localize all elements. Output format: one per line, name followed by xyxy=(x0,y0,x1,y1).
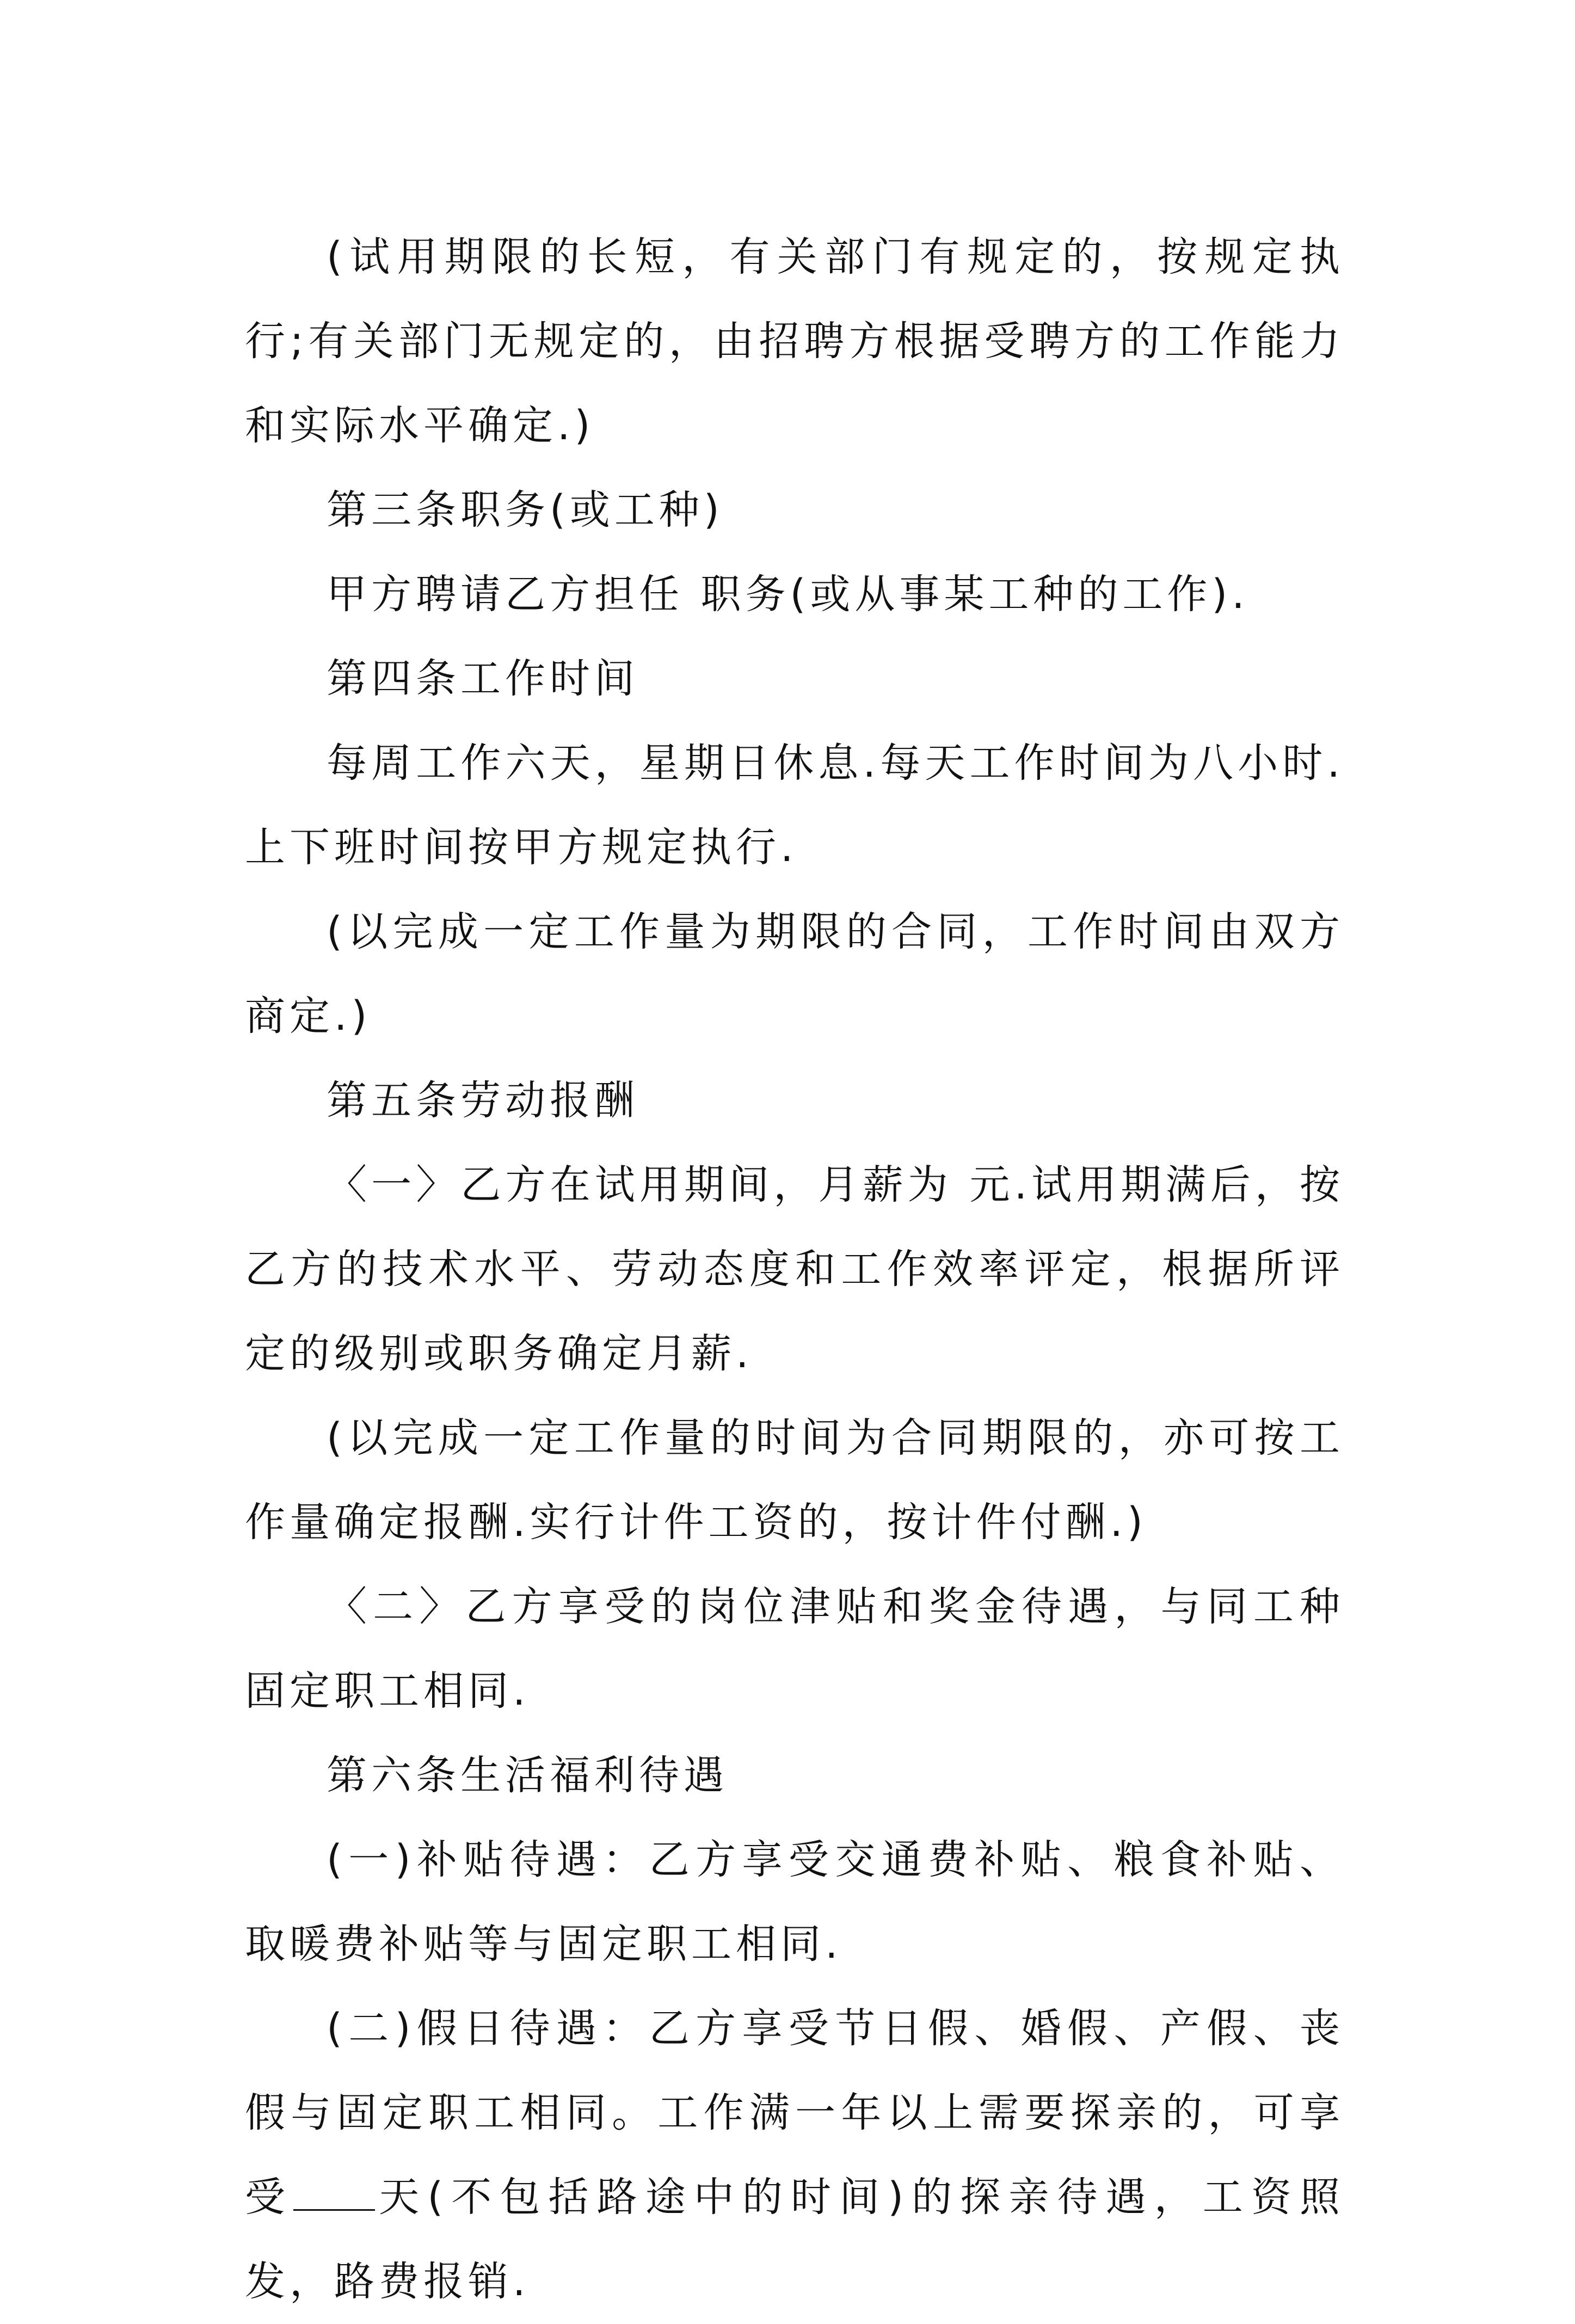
paragraph-holiday xyxy=(245,1987,1344,2324)
article-3-heading: 第三条职务(或工种) xyxy=(327,487,724,533)
paragraph-probation-note: (试用期限的长短，有关部门有规定的，按规定执行;有关部门无规定的，由招聘方根据受聘方的工作能力和实际水平确定.) xyxy=(245,233,1344,449)
paragraph-allowance: 〈二〉乙方享受的岗位津贴和奖金待遇，与同工种固定职工相同. xyxy=(245,1583,1344,1714)
paragraph-work-hours-note: (以完成一定工作量为期限的合同，工作时间由双方商定.) xyxy=(245,908,1344,1040)
holiday-text-before: (二)假日待遇：乙方享受节日假、婚假、产假、丧假与固定职工相同。工作满一年以上需要探亲的，可享受 xyxy=(245,2005,1344,2221)
fill-in-blank xyxy=(293,2204,375,2211)
paragraph-subsidy: (一)补贴待遇：乙方享受交通费补贴、粮食补贴、取暖费补贴等与固定职工相同. xyxy=(245,1836,1344,1968)
paragraph-salary-note: (以完成一定工作量的时间为合同期限的，亦可按工作量确定报酬.实行计件工资的，按计件付酬.) xyxy=(245,1415,1344,1546)
holiday-text-after: 天(不包括路途中的时间)的探亲待遇，工资照发，路费报销. xyxy=(245,2174,1344,2305)
article-6-heading: 第六条生活福利待遇 xyxy=(327,1752,728,1799)
paragraph-work-hours: 每周工作六天，星期日休息.每天工作时间为八小时.上下班时间按甲方规定执行. xyxy=(245,740,1344,871)
document-body xyxy=(245,215,1344,2324)
article-4-heading: 第四条工作时间 xyxy=(327,655,639,702)
paragraph-position: 甲方聘请乙方担任 职务(或从事某工种的工作). xyxy=(327,571,1249,618)
article-5-heading: 第五条劳动报酬 xyxy=(327,1077,639,1124)
paragraph-salary: 〈一〉乙方在试用期间，月薪为 元.试用期满后，按乙方的技术水平、劳动态度和工作效率评定，根据所评定的级别或职务确定月薪. xyxy=(245,1161,1344,1377)
